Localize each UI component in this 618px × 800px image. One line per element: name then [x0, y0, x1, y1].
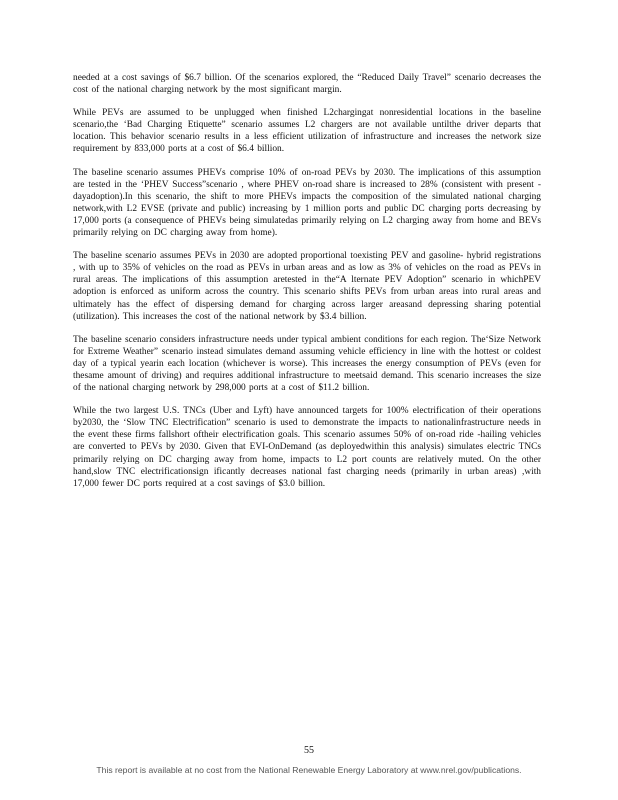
paragraph-extreme-weather: The baseline scenario considers infrastructure needs under typical ambient conditions for each region. The‘Size Network for Extreme Weather” scenario instead simulates demand assuming vehicle efficiency in line with the hottest or coldest day of a typical yearin each location (whichever is worse). This increases the energy consumption of PEVs (even for thesame amount of driving) and requires additional infrastructure to meetsaid demand. This scenario increases the size of the national charging network by 298,000 ports at a cost of $11.2 billion. — [73, 334, 541, 394]
footer-text: This report is available at no cost from the National Renewable Energy Laboratory at www.nrel.gov/publications. — [96, 765, 522, 775]
paragraph-bad-charging-etiquette: While PEVs are assumed to be unplugged when finished L2chargingat nonresidential locations in the baseline scenario,the ‘Bad Charging Etiquette” scenario assumes L2 chargers are not available untilthe driver departs that location. This behavior scenario results in a less efficient utilization of infrastructure and increases the network size requirement by 833,000 ports at a cost of $6.4 billion. — [73, 108, 541, 155]
paragraph-reduced-daily-travel: needed at a cost savings of $6.7 billion. Of the scenarios explored, the “Reduced Daily Travel” scenario decreases the cost of the national charging network by the most significant margin. — [73, 73, 541, 96]
document-body — [73, 72, 541, 501]
paragraph-slow-tnc-electrification: While the two largest U.S. TNCs (Uber and Lyft) have announced targets for 100% electrification of their operations by2030, the ‘Slow TNC Electrification” scenario is used to demonstrate the impacts to nationalinfrastructure needs in the event these firms fallshort oftheir electrification goals. This scenario assumes 50% of on-road ride -hailing vehicles are converted to PEVs by 2030. Given that EVI-OnDemand (as deployedwithin this analysis) simulates electric TNCs primarily relying on DC charging away from home, impacts to L2 port counts are relatively muted. On the other hand,slow TNC electrificationsign ificantly decreases national fast charging needs (primarily in urban areas) ,with 17,000 fewer DC ports required at a cost savings of $3.0 billion. — [73, 406, 541, 489]
paragraph-phev-success: The baseline scenario assumes PHEVs comprise 10% of on-road PEVs by 2030. The implications of this assumption are tested in the ‘PHEV Success”scenario , where PHEV on-road share is increased to 28% (consistent with present -dayadoption).In this scenario, the shift to more PHEVs impacts the composition of the simulated national charging network,with L2 EVSE (private and public) increasing by 1 million ports and public DC charging ports decreasing by 17,000 ports (a consequence of PHEVs being simulatedas primarily relying on L2 charging away from home and BEVs primarily relying on DC charging away from home). — [73, 167, 541, 239]
paragraph-alternate-pev-adoption: The baseline scenario assumes PEVs in 2030 are adopted proportional toexisting PEV and gasoline- hybrid registrations , with up to 35% of vehicles on the road as PEVs in urban areas and as low as 3% of vehicles on the road as PEVs in rural areas. The implications of this assumption aretested in the“A lternate PEV Adoption” scenario in whichPEV adoption is enforced as uniform across the country. This scenario shifts PEVs from urban areas into rural areas and ultimately has the effect of dispersing demand for charging across larger areasand depressing sharing potential (utilization). This increases the cost of the national network by $3.4 billion. — [73, 251, 541, 322]
page-number: 55 — [304, 745, 314, 756]
